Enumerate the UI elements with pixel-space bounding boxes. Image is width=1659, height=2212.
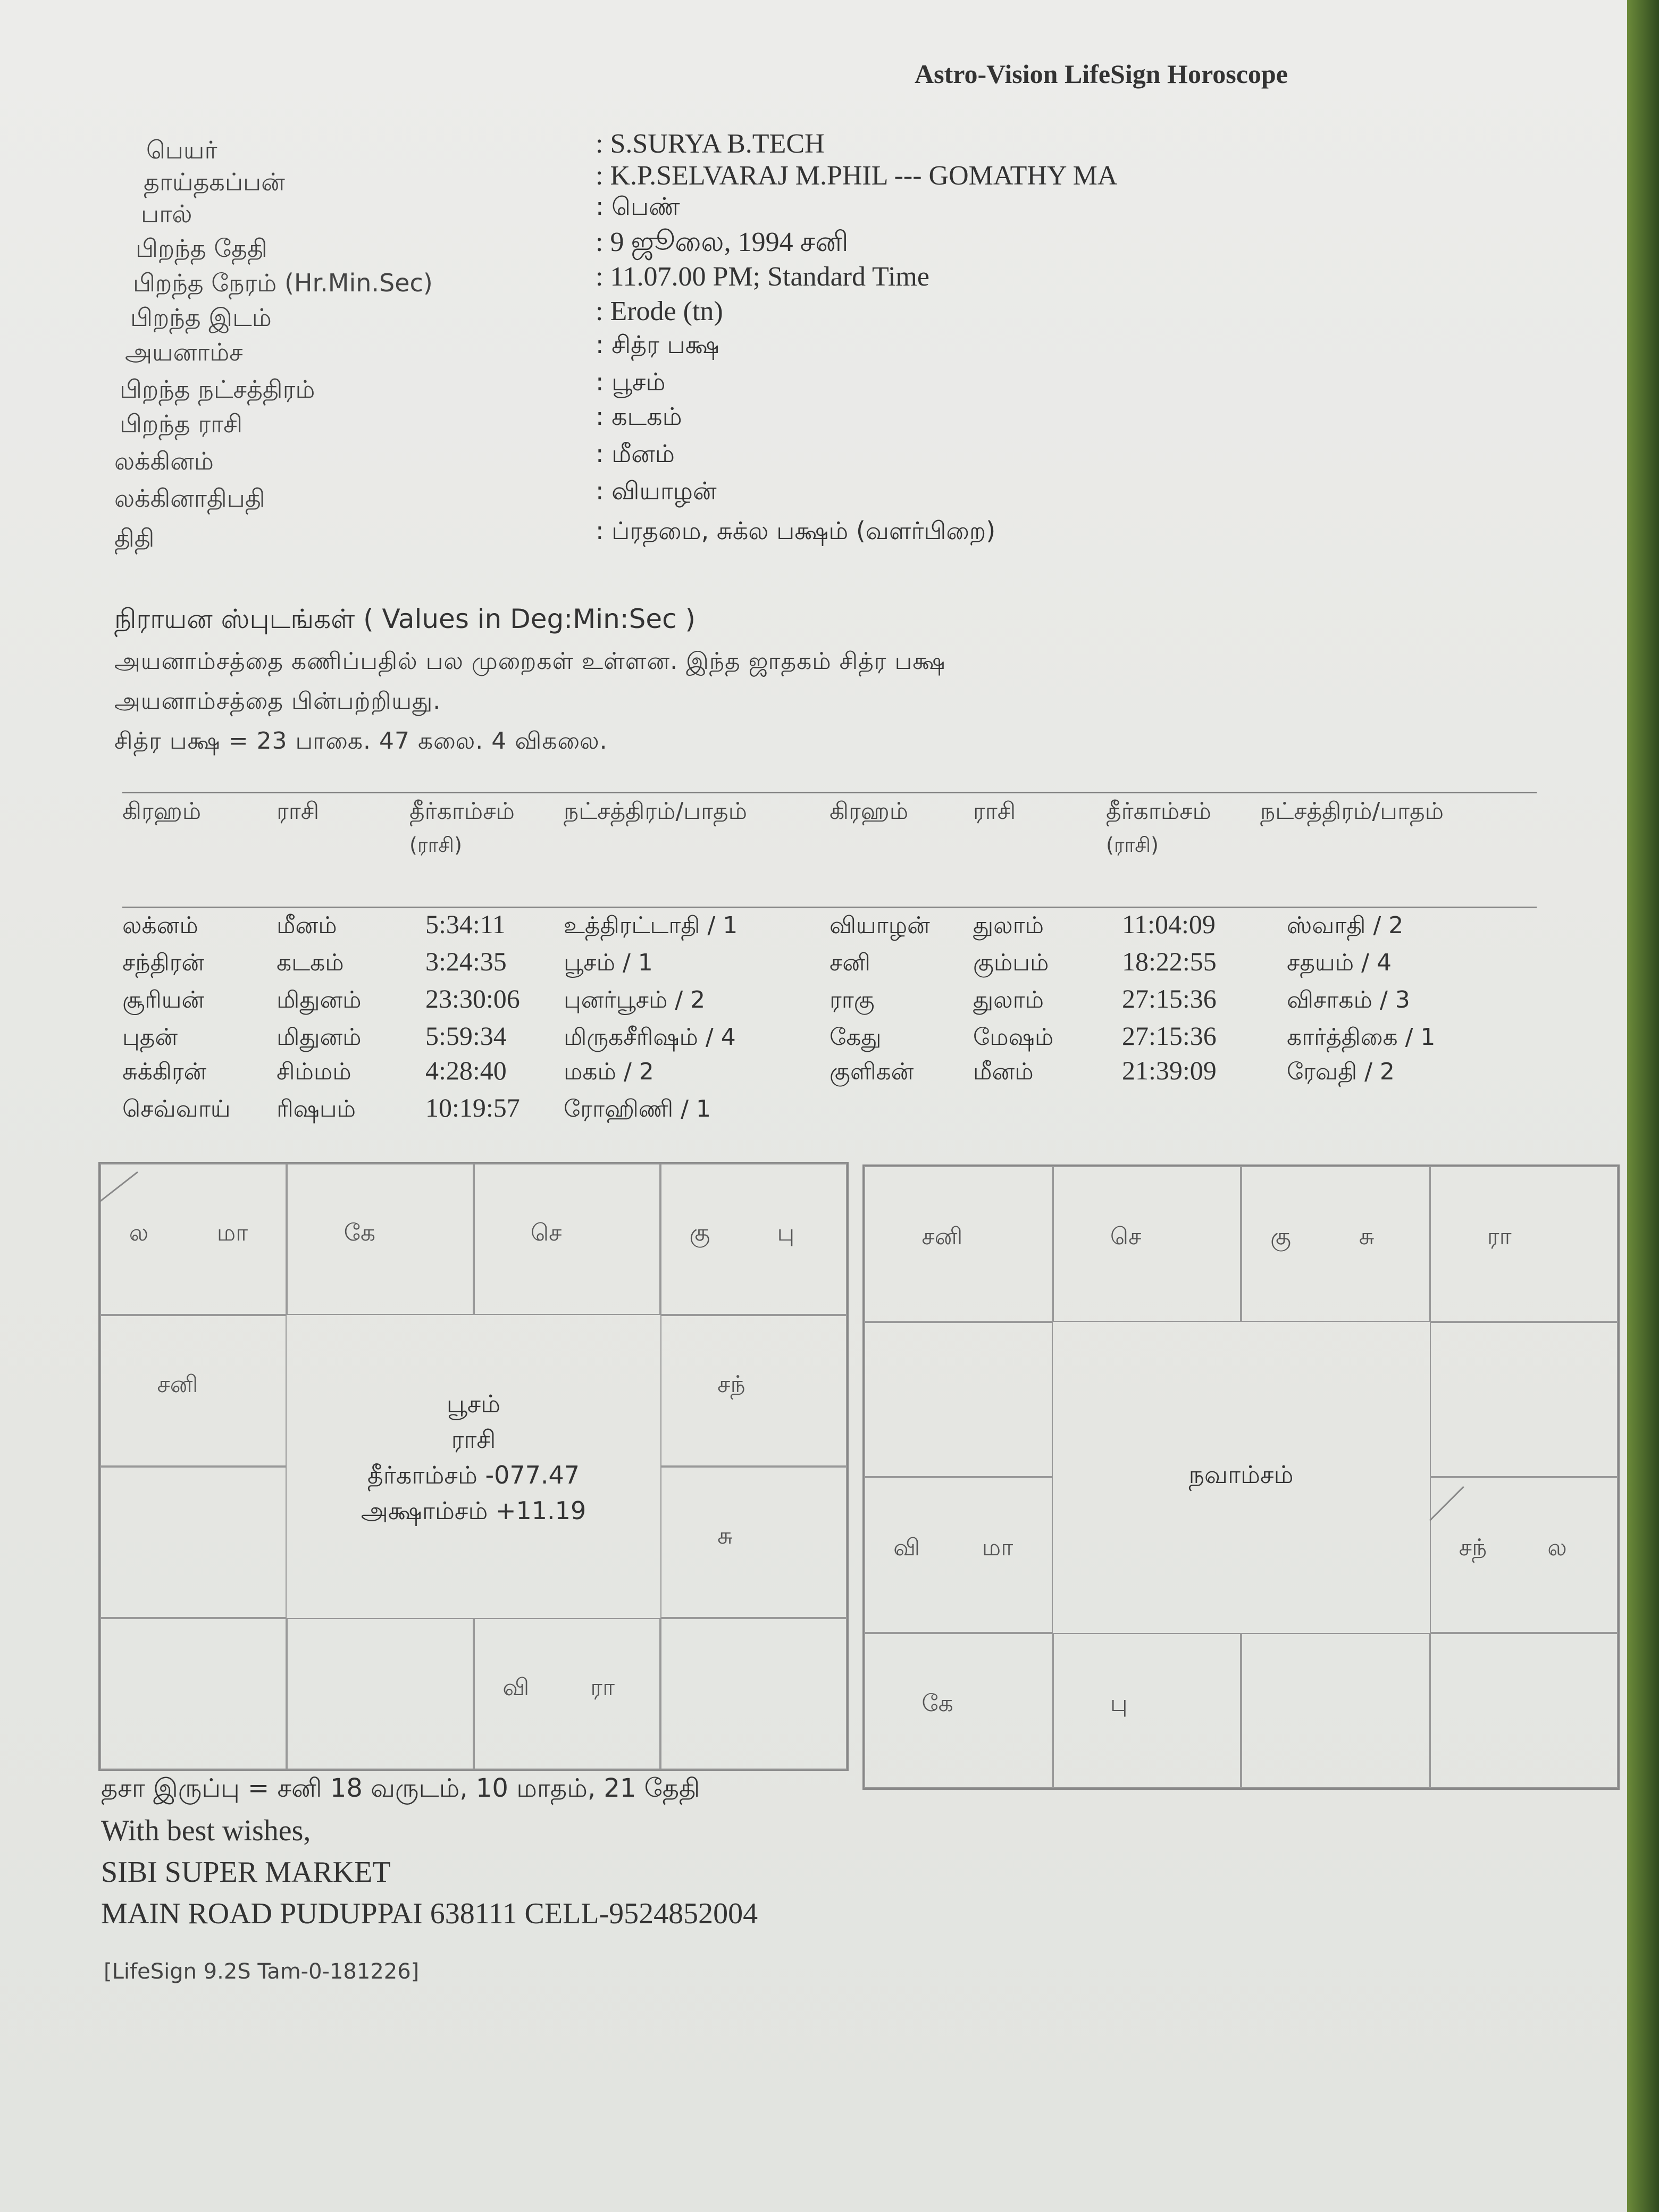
- table-cell: 5:59:34: [425, 1021, 507, 1051]
- table-header-sublabel: (ராசி): [409, 833, 462, 857]
- detail-value: : 11.07.00 PM; Standard Time: [596, 262, 929, 292]
- table-cell: சூரியன்: [122, 986, 205, 1013]
- table-cell: மிருகசீரிஷம் / 4: [564, 1024, 736, 1051]
- chart-house: [1241, 1166, 1430, 1322]
- table-cell: மீனம்: [276, 912, 337, 939]
- planet-label: ரா: [1487, 1223, 1512, 1251]
- table-header: [276, 798, 319, 828]
- chart-house: [1053, 1633, 1242, 1789]
- nirayana-title: நிராயன ஸ்புடங்கள் ( Values in Deg:Min:Sec ): [114, 604, 696, 634]
- planet-label: பு: [777, 1219, 795, 1246]
- brand-title: Astro-Vision LifeSign Horoscope: [915, 59, 1288, 89]
- table-cell: மகம் / 2: [564, 1058, 654, 1085]
- detail-label: பிறந்த நேரம் (Hr.Min.Sec): [133, 269, 433, 297]
- planet-label: கே: [921, 1689, 953, 1717]
- planet-label: கு: [1270, 1223, 1292, 1251]
- planet-label: வி: [893, 1534, 920, 1562]
- table-cell: செவ்வாய்: [122, 1095, 231, 1122]
- detail-label: லக்கினாதிபதி: [114, 484, 265, 513]
- table-cell: புதன்: [122, 1024, 178, 1051]
- table-cell: ரேவதி / 2: [1287, 1058, 1395, 1085]
- table-header: [830, 798, 908, 828]
- table-header-label: தீர்காம்சம்: [409, 798, 515, 825]
- table-cell: துலாம்: [973, 986, 1044, 1013]
- detail-label: பிறந்த தேதி: [136, 234, 267, 263]
- planet-label: வி: [502, 1673, 530, 1701]
- detail-value: : பெண்: [596, 192, 680, 221]
- chart-house: [864, 1633, 1053, 1789]
- table-cell: கும்பம்: [973, 949, 1049, 976]
- table-header: [1106, 798, 1211, 860]
- table-header-label: கிரஹம்: [122, 798, 202, 825]
- table-header: [122, 798, 201, 828]
- table-cell: ராகு: [830, 986, 875, 1013]
- chart-center: [287, 1315, 660, 1618]
- detail-label: பிறந்த நட்சத்திரம்: [120, 375, 315, 404]
- planet-label: சு: [1359, 1223, 1375, 1251]
- table-cell: கார்த்திகை / 1: [1287, 1024, 1436, 1051]
- table-cell: 10:19:57: [425, 1093, 520, 1122]
- detail-value: : பூசம்: [596, 367, 666, 396]
- navamsa-chart: [862, 1164, 1620, 1790]
- table-cell: கேது: [830, 1024, 882, 1051]
- planet-label: ல: [1547, 1534, 1567, 1562]
- background-edge: [1627, 0, 1659, 2212]
- chart-center-text: அக்ஷாம்சம் +11.19: [361, 1496, 586, 1526]
- planet-label: சு: [717, 1522, 733, 1549]
- table-cell: 27:15:36: [1122, 1021, 1217, 1051]
- table-cell: புனர்பூசம் / 2: [564, 986, 706, 1013]
- detail-value: : ப்ரதமை, சுக்ல பக்ஷம் (வளர்பிறை): [596, 516, 996, 545]
- table-header-label: ராசி: [276, 798, 320, 825]
- chart-house: [864, 1166, 1053, 1322]
- table-header-label: தீர்காம்சம்: [1106, 798, 1211, 825]
- chart-house: [660, 1163, 847, 1315]
- table-header: [564, 798, 747, 828]
- table-cell: ஸ்வாதி / 2: [1287, 912, 1404, 939]
- chart-house: [287, 1618, 473, 1770]
- chart-house: [100, 1618, 287, 1770]
- chart-center-text: தீர்காம்சம் -077.47: [367, 1461, 580, 1490]
- planet-label: செ: [1110, 1223, 1142, 1251]
- table-cell: துலாம்: [973, 912, 1044, 939]
- ayanamsa-note-line1: அயனாம்சத்தை கணிப்பதில் பல முறைகள் உள்ளன. இந்த ஜாதகம் சித்ர பக்ஷ: [114, 648, 946, 675]
- table-cell: ரிஷபம்: [276, 1095, 356, 1122]
- chart-house: [1430, 1322, 1619, 1478]
- table-cell: 11:04:09: [1122, 909, 1216, 939]
- software-version: [LifeSign 9.2S Tam-0-181226]: [104, 1959, 420, 1984]
- chart-house: [864, 1477, 1053, 1633]
- table-rule-top: [122, 792, 1537, 793]
- chart-house: [864, 1322, 1053, 1478]
- chart-center: [1053, 1322, 1430, 1633]
- chart-center-text: நவாம்சம்: [1188, 1460, 1294, 1489]
- table-cell: 5:34:11: [425, 909, 506, 939]
- table-cell: 23:30:06: [425, 984, 520, 1013]
- table-cell: சந்திரன்: [122, 949, 205, 976]
- planet-label: கே: [343, 1219, 376, 1246]
- detail-value: : K.P.SELVARAJ M.PHIL --- GOMATHY MA: [596, 161, 1118, 191]
- wishes-text: With best wishes,: [101, 1814, 311, 1847]
- planet-label: பு: [1110, 1689, 1128, 1717]
- chart-house: [660, 1467, 847, 1618]
- table-rule-header: [122, 907, 1537, 908]
- chart-house: [660, 1315, 847, 1467]
- chart-center-text: ராசி: [451, 1425, 496, 1454]
- chart-house: [100, 1163, 287, 1315]
- shop-name: SIBI SUPER MARKET: [101, 1856, 391, 1889]
- footer: [101, 1773, 758, 1938]
- table-header-label: நட்சத்திரம்/பாதம்: [1260, 798, 1444, 825]
- detail-value: : வியாழன்: [596, 476, 717, 505]
- table-cell: கடகம்: [276, 949, 344, 976]
- detail-label: பெயர்: [146, 136, 217, 164]
- planet-label: சனி: [157, 1370, 198, 1398]
- chart-house: [100, 1315, 287, 1467]
- table-cell: பூசம் / 1: [564, 949, 653, 976]
- detail-label: திதி: [114, 524, 155, 552]
- detail-label: அயனாம்ச: [125, 338, 243, 366]
- planet-label: சந்: [1459, 1534, 1487, 1562]
- planet-label: சந்: [717, 1370, 745, 1398]
- chart-house: [1430, 1166, 1619, 1322]
- table-cell: சுக்கிரன்: [122, 1058, 207, 1085]
- planet-label: செ: [530, 1219, 562, 1246]
- table-cell: சதயம் / 4: [1287, 949, 1392, 976]
- planet-label: மா: [982, 1534, 1013, 1562]
- detail-label: பால்: [141, 199, 192, 228]
- table-cell: 27:15:36: [1122, 984, 1217, 1013]
- table-cell: விசாகம் / 3: [1287, 986, 1410, 1013]
- chart-house: [1053, 1166, 1242, 1322]
- table-cell: 4:28:40: [425, 1055, 507, 1085]
- table-cell: ரோஹிணி / 1: [564, 1095, 711, 1122]
- planet-label: சனி: [921, 1223, 963, 1251]
- chart-house: [1241, 1633, 1430, 1789]
- table-cell: குளிகன்: [830, 1058, 914, 1085]
- ayanamsa-value: சித்ர பக்ஷ = 23 பாகை. 47 கலை. 4 விகலை.: [114, 727, 608, 755]
- shop-address: MAIN ROAD PUDUPPAI 638111 CELL-9524852004: [101, 1897, 758, 1930]
- chart-center-text: பூசம்: [446, 1389, 501, 1419]
- table-cell: லக்னம்: [122, 912, 198, 939]
- planet-label: கு: [689, 1219, 710, 1246]
- detail-value: : 9 ஜூலை, 1994 சனி: [596, 227, 849, 257]
- table-header: [973, 798, 1016, 828]
- detail-label: பிறந்த இடம்: [130, 303, 272, 332]
- table-header: [1260, 798, 1444, 828]
- rasi-chart: [98, 1162, 849, 1771]
- chart-house: [1430, 1477, 1619, 1633]
- birth-details: [0, 0, 1595, 585]
- table-cell: 18:22:55: [1122, 946, 1217, 976]
- detail-label: லக்கினம்: [114, 447, 214, 475]
- detail-value: : சித்ர பக்ஷ: [596, 330, 719, 359]
- chart-house: [1430, 1633, 1619, 1789]
- planet-label: ரா: [590, 1673, 615, 1701]
- planet-label: ல: [129, 1219, 149, 1246]
- detail-label: தாய்தகப்பன்: [144, 167, 285, 196]
- detail-value: : Erode (tn): [596, 296, 723, 326]
- nirayana-section: [114, 604, 945, 758]
- detail-value: : மீனம்: [596, 439, 675, 468]
- chart-house: [474, 1163, 660, 1315]
- table-cell: மிதுனம்: [276, 986, 362, 1013]
- detail-value: : S.SURYA B.TECH: [596, 129, 825, 159]
- table-cell: மீனம்: [973, 1058, 1034, 1085]
- table-header-label: நட்சத்திரம்/பாதம்: [564, 798, 748, 825]
- table-cell: உத்திரட்டாதி / 1: [564, 912, 738, 939]
- table-header-label: கிரஹம்: [830, 798, 909, 825]
- table-header: [409, 798, 515, 860]
- table-cell: சனி: [830, 949, 870, 976]
- table-cell: மிதுனம்: [276, 1024, 362, 1051]
- table-cell: வியாழன்: [830, 912, 930, 939]
- chart-house: [100, 1467, 287, 1618]
- chart-house: [474, 1618, 660, 1770]
- planet-label: மா: [216, 1219, 248, 1246]
- table-cell: 3:24:35: [425, 946, 507, 976]
- table-cell: 21:39:09: [1122, 1055, 1217, 1085]
- table-cell: சிம்மம்: [276, 1058, 351, 1085]
- dasa-balance: தசா இருப்பு = சனி 18 வருடம், 10 மாதம், 21 தேதி: [101, 1773, 700, 1803]
- detail-label: பிறந்த ராசி: [120, 409, 243, 438]
- ayanamsa-note-line2: அயனாம்சத்தை பின்பற்றியது.: [114, 688, 441, 715]
- table-header-label: ராசி: [973, 798, 1016, 825]
- chart-house: [660, 1618, 847, 1770]
- detail-value: : கடகம்: [596, 402, 682, 431]
- table-header-sublabel: (ராசி): [1106, 833, 1159, 857]
- chart-house: [287, 1163, 473, 1315]
- table-cell: மேஷம்: [973, 1024, 1054, 1051]
